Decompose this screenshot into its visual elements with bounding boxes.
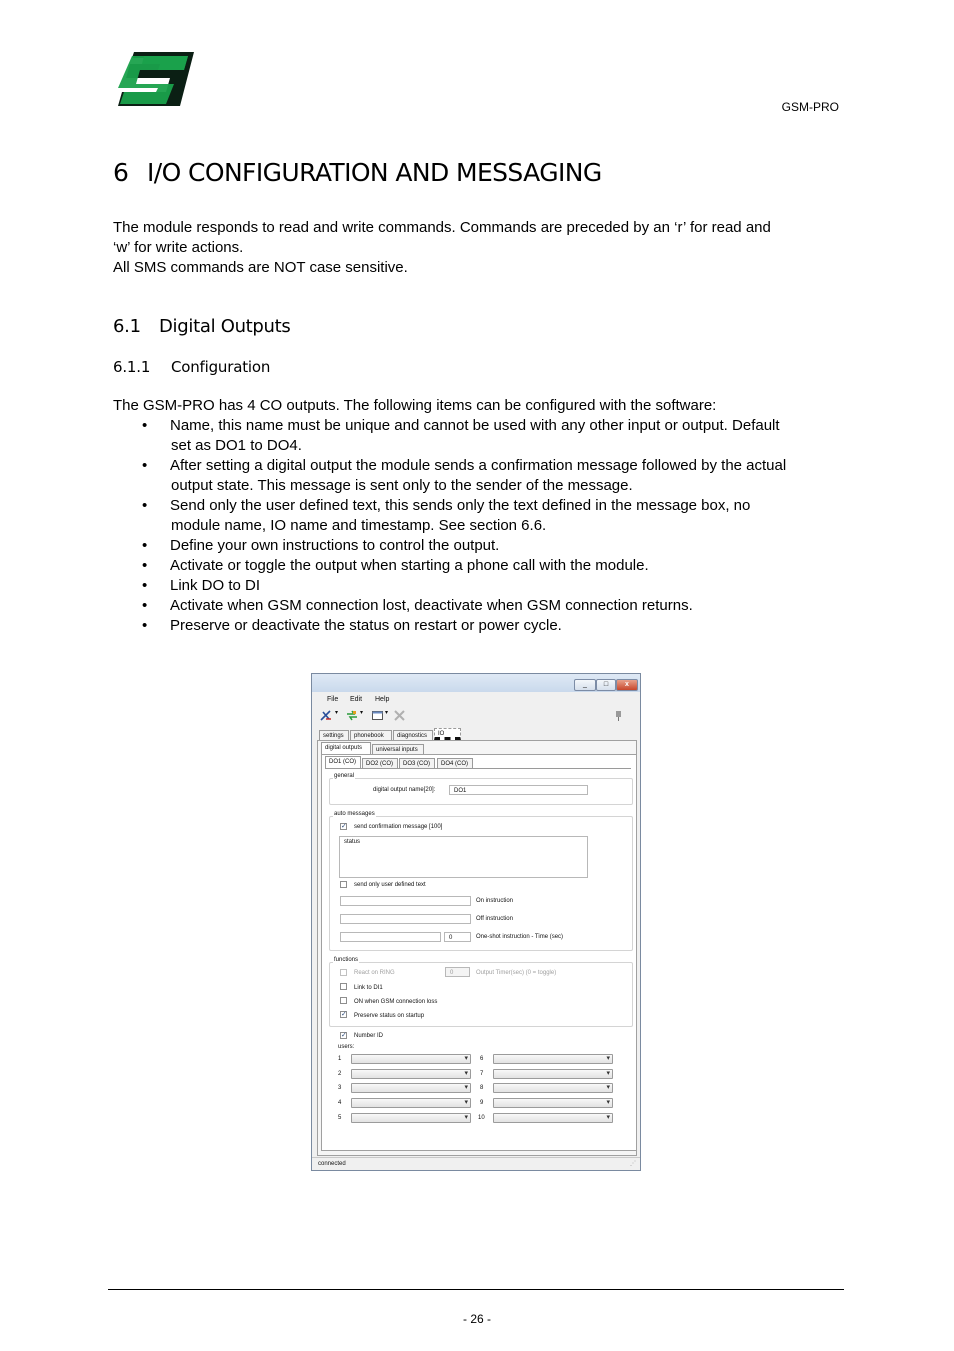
pin-icon[interactable] bbox=[615, 710, 622, 721]
close-button[interactable]: x bbox=[616, 679, 638, 691]
app-screenshot bbox=[311, 673, 641, 1171]
company-logo bbox=[114, 48, 196, 110]
oneshot-time-input[interactable]: 0 bbox=[444, 932, 471, 942]
off-instruction-input[interactable] bbox=[340, 914, 471, 924]
user-select-8[interactable] bbox=[493, 1083, 613, 1093]
list-item: • Send only the user defined text, this sends only the text defined in the message box, no module name, IO name and timestamp. See section 6.6. bbox=[113, 496, 848, 536]
link-to-di-checkbox[interactable] bbox=[340, 983, 347, 990]
oneshot-label: One-shot instruction - Time (sec) bbox=[476, 934, 564, 940]
user-slot-label: 7 bbox=[480, 1071, 484, 1077]
sync-icon[interactable] bbox=[346, 710, 358, 721]
window-titlebar bbox=[312, 674, 640, 692]
users-label: users: bbox=[338, 1044, 355, 1050]
configuration-text bbox=[113, 396, 848, 636]
user-slot-label: 6 bbox=[480, 1056, 484, 1062]
list-item: • Preserve or deactivate the status on restart or power cycle. bbox=[113, 616, 848, 636]
list-item: • Activate or toggle the output when starting a phone call with the module. bbox=[113, 556, 848, 576]
tab-phonebook[interactable]: phonebook bbox=[350, 730, 392, 740]
number-id-checkbox[interactable]: ✓ bbox=[341, 1032, 347, 1039]
menu-file[interactable]: File bbox=[327, 696, 339, 703]
user-slot-label: 5 bbox=[338, 1115, 342, 1121]
minimize-button[interactable]: _ bbox=[574, 679, 596, 691]
chevron-down-icon[interactable]: ▾ bbox=[360, 710, 364, 716]
send-confirmation-label: send confirmation message [100] bbox=[354, 824, 443, 830]
list-item: • Activate when GSM connection lost, deactivate when GSM connection returns. bbox=[113, 596, 848, 616]
subsubsection-title: Configuration bbox=[171, 358, 271, 376]
output-timer-label: Output Timer(sec) (0 = toggle) bbox=[476, 970, 557, 976]
user-select-10[interactable] bbox=[493, 1113, 613, 1123]
chevron-down-icon[interactable]: ▾ bbox=[385, 710, 389, 716]
user-select-9[interactable] bbox=[493, 1098, 613, 1108]
tab-divider bbox=[325, 768, 631, 769]
user-select-5[interactable] bbox=[351, 1113, 471, 1123]
user-slot-label: 2 bbox=[338, 1071, 342, 1077]
user-slot-label: 3 bbox=[338, 1085, 342, 1091]
connect-tool-icon[interactable] bbox=[320, 710, 332, 721]
output-timer-input[interactable]: 0 bbox=[445, 967, 470, 977]
user-slot-label: 10 bbox=[478, 1115, 485, 1121]
auto-messages-group-label: auto messages bbox=[334, 811, 375, 817]
intro-line: The module responds to read and write commands. Commands are preceded by an ‘r’ for read and bbox=[113, 219, 771, 236]
tab-do2[interactable]: DO2 (CO) bbox=[362, 758, 398, 768]
tab-digital-outputs[interactable]: digital outputs bbox=[321, 742, 371, 754]
send-only-user-checkbox[interactable] bbox=[340, 881, 347, 888]
list-item: • Link DO to DI bbox=[113, 576, 848, 596]
footer-divider bbox=[108, 1289, 844, 1290]
intro-line: All SMS commands are NOT case sensitive. bbox=[113, 259, 408, 276]
menu-help[interactable]: Help bbox=[375, 696, 390, 703]
send-only-user-label: send only user defined text bbox=[354, 882, 426, 888]
tab-do3[interactable]: DO3 (CO) bbox=[399, 758, 435, 768]
on-instruction-input[interactable] bbox=[340, 896, 471, 906]
off-instruction-label: Off instruction bbox=[476, 916, 513, 922]
functions-group-label: functions bbox=[334, 957, 359, 963]
subsection-heading bbox=[113, 316, 291, 337]
user-select-6[interactable] bbox=[493, 1054, 613, 1064]
on-gsm-loss-checkbox[interactable] bbox=[340, 997, 347, 1004]
user-slot-label: 1 bbox=[338, 1056, 342, 1062]
user-select-4[interactable] bbox=[351, 1098, 471, 1108]
subsection-number: 6.1 bbox=[113, 316, 141, 337]
tab-do1[interactable]: DO1 (CO) bbox=[325, 756, 361, 769]
on-instruction-label: On instruction bbox=[476, 898, 514, 904]
tab-do4[interactable]: DO4 (CO) bbox=[437, 758, 473, 768]
section-number: 6 bbox=[113, 158, 129, 187]
window-tool-icon[interactable] bbox=[372, 711, 383, 720]
status-message-textarea[interactable]: status bbox=[339, 836, 588, 878]
menu-edit[interactable]: Edit bbox=[350, 696, 363, 703]
subsection-title: Digital Outputs bbox=[159, 316, 291, 337]
user-select-1[interactable] bbox=[351, 1054, 471, 1064]
send-confirmation-checkbox[interactable]: ✓ bbox=[341, 823, 347, 830]
general-group-label: general bbox=[334, 773, 355, 779]
section-title: I/O CONFIGURATION AND MESSAGING bbox=[147, 158, 602, 187]
user-select-3[interactable] bbox=[351, 1083, 471, 1093]
subsubsection-number: 6.1.1 bbox=[113, 358, 151, 376]
on-gsm-loss-label: ON when GSM connection loss bbox=[354, 999, 438, 1005]
document-code: GSM-PRO bbox=[781, 100, 839, 114]
user-slot-label: 4 bbox=[338, 1100, 342, 1106]
oneshot-instruction-input[interactable] bbox=[340, 932, 441, 942]
react-on-ring-label: React on RING bbox=[354, 970, 395, 976]
list-item: • After setting a digital output the module sends a confirmation message followed by the actual output state. This message is sent only to the sender of the message. bbox=[113, 456, 848, 496]
menu-bar bbox=[312, 694, 640, 706]
user-select-7[interactable] bbox=[493, 1069, 613, 1079]
configuration-intro: The GSM-PRO has 4 CO outputs. The following items can be configured with the software: bbox=[113, 397, 717, 414]
subsubsection-heading bbox=[113, 358, 270, 376]
intro-paragraph bbox=[113, 218, 843, 278]
configuration-list bbox=[113, 416, 848, 636]
tab-universal-inputs[interactable]: universal inputs bbox=[372, 744, 424, 754]
section-heading bbox=[113, 158, 602, 187]
list-item: • Name, this name must be unique and cannot be used with any other input or output. Default set as DO1 to DO4. bbox=[113, 416, 848, 456]
maximize-button[interactable]: □ bbox=[596, 679, 616, 691]
link-to-di-label: Link to DI1 bbox=[354, 985, 383, 991]
chevron-down-icon[interactable]: ▾ bbox=[335, 710, 339, 716]
list-item: • Define your own instructions to control the output. bbox=[113, 536, 848, 556]
tab-diagnostics[interactable]: diagnostics bbox=[393, 730, 433, 740]
number-id-label: Number ID bbox=[354, 1033, 384, 1039]
output-name-label: digital output name[20]: bbox=[373, 787, 436, 793]
user-slot-label: 9 bbox=[480, 1100, 484, 1106]
tab-settings[interactable]: settings bbox=[319, 730, 349, 740]
user-select-2[interactable] bbox=[351, 1069, 471, 1079]
tab-io[interactable]: IO bbox=[434, 728, 461, 740]
preserve-status-checkbox[interactable]: ✓ bbox=[341, 1011, 347, 1018]
delete-icon[interactable] bbox=[394, 710, 405, 721]
preserve-status-label: Preserve status on startup bbox=[354, 1013, 425, 1019]
page-number: - 26 - bbox=[462, 1312, 491, 1326]
resize-grip-icon[interactable]: ⋰ bbox=[630, 1161, 636, 1167]
react-on-ring-checkbox[interactable] bbox=[340, 969, 347, 976]
intro-line: ‘w’ for write actions. bbox=[113, 239, 244, 256]
toolbar bbox=[312, 707, 640, 723]
output-name-input[interactable]: DO1 bbox=[449, 785, 588, 795]
connection-status: connected bbox=[318, 1161, 346, 1167]
user-slot-label: 8 bbox=[480, 1085, 484, 1091]
status-bar bbox=[312, 1157, 640, 1170]
